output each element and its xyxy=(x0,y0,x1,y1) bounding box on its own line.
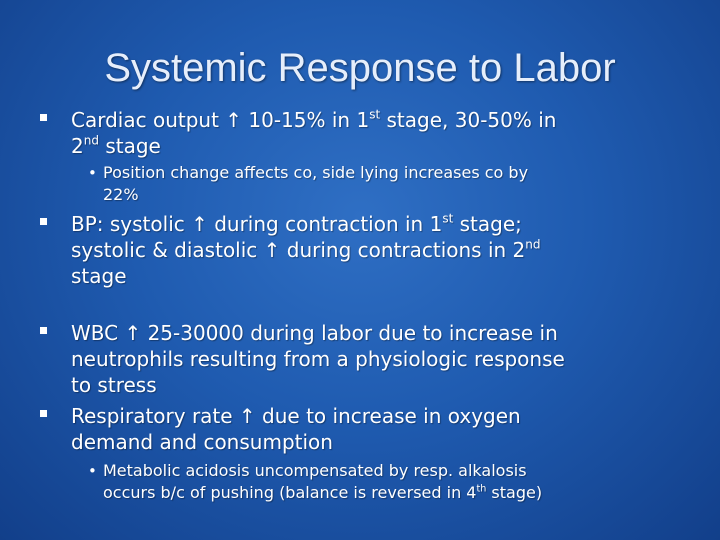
sub-bullet-position-change xyxy=(88,162,688,206)
bullet-wbc xyxy=(40,320,690,398)
bullet-cardiac-output xyxy=(40,107,690,159)
sub-bullet-text: Metabolic acidosis uncompensated by resp. alkalosis occurs b/c of pushing (balance is reversed in 4th stage) xyxy=(103,461,543,502)
square-bullet-icon xyxy=(40,218,47,225)
bullet-text: Respiratory rate ↑ due to increase in oxygen demand and consumption xyxy=(71,404,521,454)
bullet-text: Cardiac output ↑ 10-15% in 1st stage, 30-50% in 2nd stage xyxy=(71,107,557,158)
sub-bullet-metabolic-acidosis xyxy=(88,460,688,504)
bullet-text: WBC ↑ 25-30000 during labor due to increase in neutrophils resulting from a physiologic response to stress xyxy=(71,321,565,397)
dot-bullet-icon: • xyxy=(88,462,97,480)
bullet-respiratory-rate xyxy=(40,403,690,455)
bullet-bp xyxy=(40,211,690,289)
dot-bullet-icon: • xyxy=(88,164,97,182)
square-bullet-icon xyxy=(40,410,47,417)
square-bullet-icon xyxy=(40,327,47,334)
slide-title: Systemic Response to Labor xyxy=(104,46,616,90)
sub-bullet-text: Position change affects co, side lying increases co by 22% xyxy=(103,163,529,204)
bullet-text: BP: systolic ↑ during contraction in 1st stage; systolic & diastolic ↑ during contractions in 2nd stage xyxy=(71,211,541,288)
square-bullet-icon xyxy=(40,114,47,121)
